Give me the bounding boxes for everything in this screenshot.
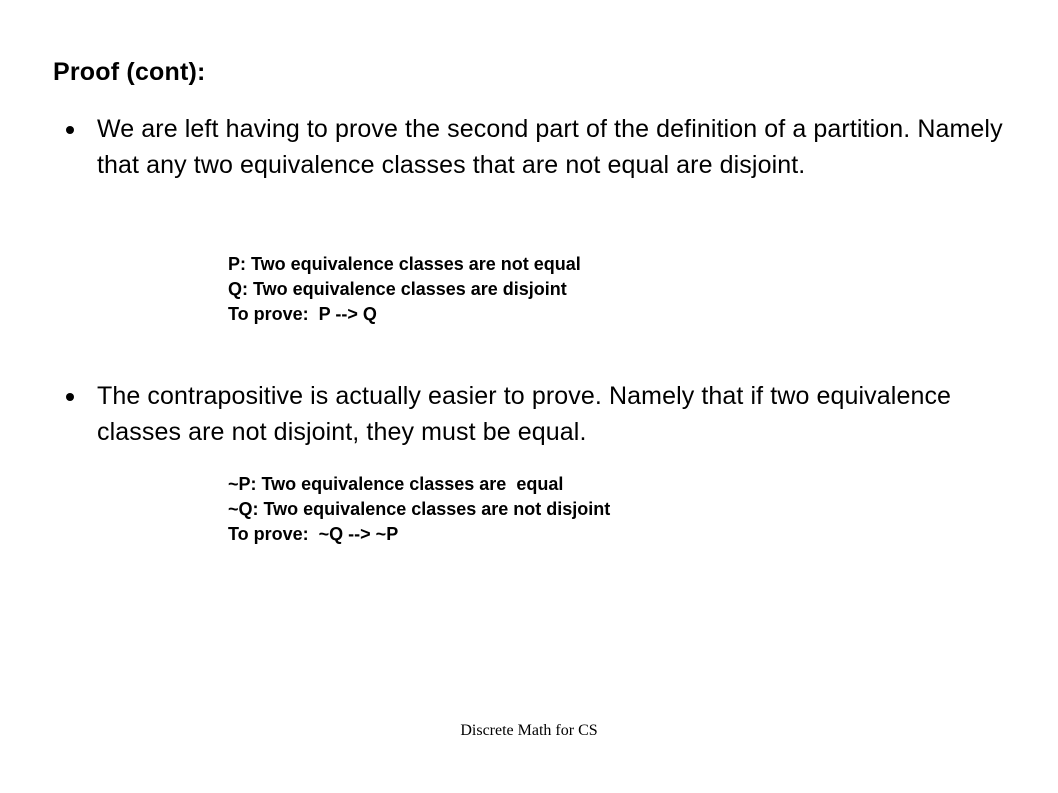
- slide-title: Proof (cont):: [53, 58, 206, 86]
- bullet-marker: [66, 393, 74, 401]
- logic-line: To prove: P --> Q: [228, 304, 377, 324]
- logic-line: P: Two equivalence classes are not equal: [228, 254, 581, 274]
- bullet-text: The contrapositive is actually easier to prove. Namely that if two equivalence classes are not disjoint, they must be equal.: [97, 382, 952, 446]
- logic-line: ~P: Two equivalence classes are equal: [228, 474, 564, 494]
- logic-line: ~Q: Two equivalence classes are not disjoint: [228, 499, 611, 519]
- slide-footer: Discrete Math for CS: [460, 722, 598, 739]
- bullet-marker: [66, 126, 74, 134]
- logic-block: [228, 252, 581, 327]
- logic-line: Q: Two equivalence classes are disjoint: [228, 279, 567, 299]
- logic-block: [228, 472, 610, 547]
- logic-line: To prove: ~Q --> ~P: [228, 524, 399, 544]
- bullet-text: We are left having to prove the second part of the definition of a partition. Namely that any two equivalence classes that are not equal are disjoint.: [97, 115, 1003, 179]
